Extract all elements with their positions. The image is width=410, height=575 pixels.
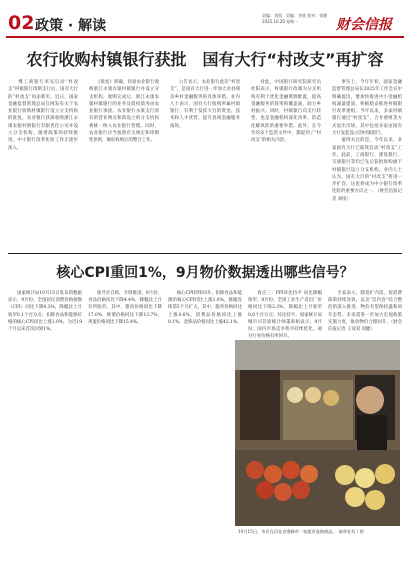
header-meta-date: 2025.10.20 星期一 [262, 19, 299, 24]
article2-column-3: 核心CPI持续回升。扣除食品和能源的核心CPI同比上涨1.0%，涨幅连续第5个月扩大。其中，服务价格同比上涨0.6%，消费品价格同比上涨0.1%，金饰品价格同比上涨42.1%。 [168, 291, 242, 325]
article1-column-5 [332, 79, 402, 249]
supermarket-photo [235, 340, 400, 526]
article2-column-5: 专家表示，随着扩内需、促消费政策持续显效，以及“反内卷”综合整治的深入推进，物价有望保持温和回升态势。未来需进一步加大宏观政策实施力度，推动物价合理回升。（财会信报记者 王双双 刘健） [328, 291, 402, 333]
page-number: 02 [8, 12, 35, 34]
photo-caption: 10月15日，市民在河北省邯郸市一家超市选购商品。 新华社发 / 图 [238, 529, 364, 534]
article2-column-2: 领导亲自抓，专班推进。9月份，食品价格同比下降4.4%，降幅比上月有所收窄。其中，猪肉价格同比下降17.0%，鲜菜价格同比下降13.7%，鸡蛋价格同比下降15.4%。 [88, 291, 162, 325]
article2-column-4: 看点三：PPI环比持平 同比降幅收窄。9月份，全国工业生产者出厂价格同比下降2.3%，降幅比上月收窄0.6个百分点；环比持平。国家统计局城市司首席统计师董莉娟表示，9月份，国内市场竞争秩序持续优化，部分行业价格有所回升。 [248, 291, 322, 340]
header-meta [262, 13, 334, 25]
section-divider [8, 253, 402, 254]
masthead [0, 0, 410, 36]
article1-body [8, 79, 404, 249]
article1-column-3: 公告显示，农业银行此次“村改支”，是国有大行进一步加大对县域及乡村金融服务的具体举措。业内人士表示，国有大行收购所属村镇银行，有利于发挥大行的资金、技术和人才优势，提升县域金融服务质效。 [170, 80, 240, 129]
header-rule [6, 36, 404, 38]
article1-headline: 农行收购村镇银行获批 国有大行“村改支”再扩容 [26, 50, 384, 69]
article1-column-1: 继工商银行率先启动“村改支”村镇银行改制支行后，国有大行的“村改支”再添新军。近日，国家金融监督管理总局官网发布关于农业银行收购村镇银行设立分支机构的批复。农业银行获准收购浙江永康农银村镇银行有限责任公司并设立分支机构。随着政策的持续推进，中小银行改革化险工作正逐步深入。 [8, 80, 78, 151]
article2-column-1: 国家统计局10月15日发布的数据显示，9月份，全国居民消费价格指数（CPI）同比下降0.3%，降幅比上月收窄0.1个百分点；扣除食品和能源价格的核心CPI同比上涨1.0%，为近19个月以来首次回到1%。 [8, 291, 82, 333]
article1-column-4: 对此，中国银行研究院研究员杜阳表示，村镇银行改制为分支机构有利于优化金融资源配置，提高金融服务的效率和覆盖面，助力乡村振兴。同时，村镇银行向支行转型，也是金融机构深化改革、防范化解风险的重要举措。此外，在今年的多个监管文件中，都提到了“村改支”的相关内容。 [251, 80, 321, 144]
article1-column-2: 《批复》明确，同意农业银行收购浙江永康农银村镇银行并设立分支机构，收购完成后，浙江永康农银村镇银行的业务及债权债务由农业银行承接。农业银行永康支行原有的营业网点和新设立的分支机构将统一纳入农业银行管理。同时，农业银行应当按照有关规定和审慎性原则，做好收购后的整合工作。 [89, 80, 159, 144]
header-meta-editors: 责编：刘凯 美编：李欣 校对：张健 [262, 13, 328, 18]
section-title: 政策 · 解读 [35, 18, 107, 34]
article1-column-5-para-1: 事实上，今年年初，国家金融监督管理总局在2025年工作会议中明确提出，要加快推进中小金融机构减量提质，积极稳妥推进村镇银行改革重组。今年以来，多家村镇银行通过“村改支”、合并重组等方式退出市场，其中包括多家由国有大行发起设立的村镇银行。 [332, 80, 402, 137]
article1-column-5-para-2: 值得关注的是，今年以来，多家国有大行已陆续启动“村改支”工作。此前，工商银行、建设银行、交通银行等均已先后获批收购旗下村镇银行设立分支机构。业内人士认为，国有大行的“村改支”将进一步扩容，这也将成为中小银行改革化险的重要方向之一。（财会信报记者 刘彤） [332, 138, 402, 202]
newspaper-logo: 财会信报 [336, 17, 392, 33]
article2-headline: 核心CPI重回1%，9月物价数据透出哪些信号？ [56, 265, 354, 281]
